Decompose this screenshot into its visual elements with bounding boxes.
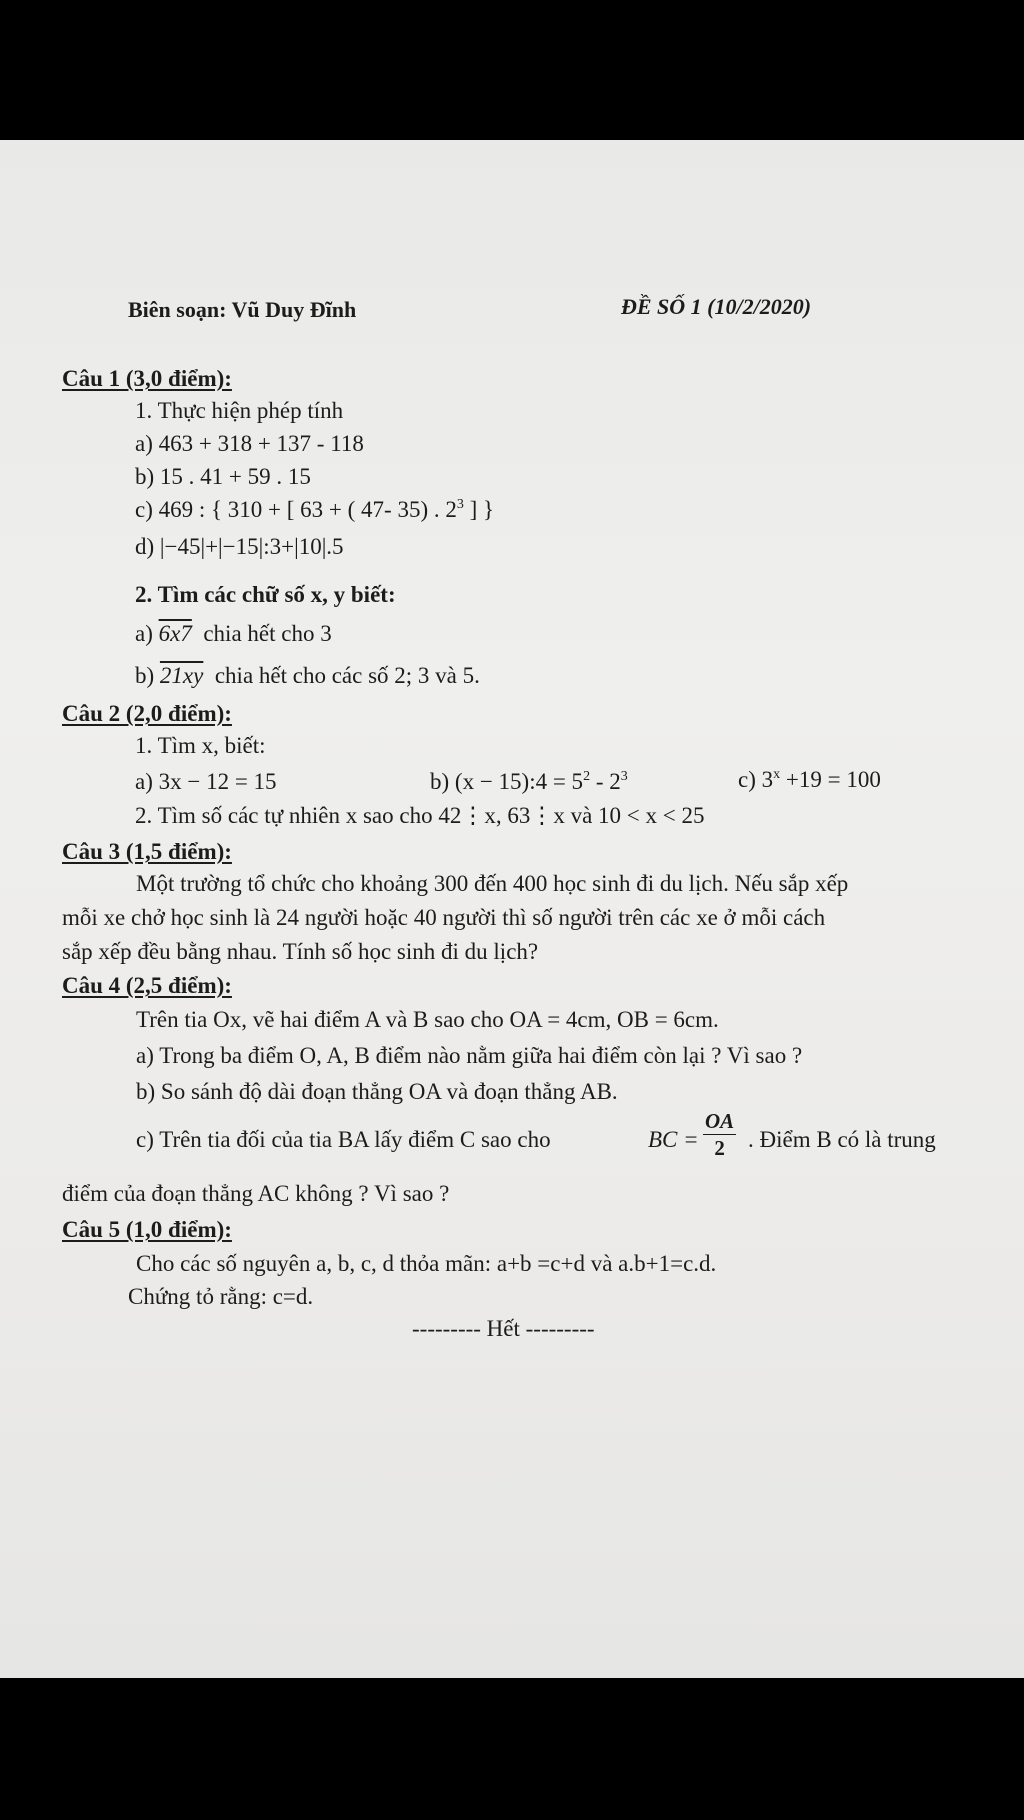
q2-title: Câu 2 (2,0 điểm): [62,701,232,726]
q5-line2: Chứng tỏ rằng: c=d. [128,1284,314,1309]
q4-c-start: c) Trên tia đối của tia BA lấy điểm C sao cho [136,1127,551,1152]
q1-p2a-text: chia hết cho 3 [203,621,332,646]
q2-part1: 1. Tìm x, biết: [135,733,266,758]
q4-line1: Trên tia Ox, vẽ hai điểm A và B sao cho OA = 4cm, OB = 6cm. [136,1007,719,1032]
q4-c-end: . Điểm B có là trung [748,1127,936,1152]
exam-paper [0,140,1024,1678]
q1-p2b-text: chia hết cho các số 2; 3 và 5. [214,663,480,688]
q1-b: b) 15 . 41 + 59 . 15 [135,464,311,489]
q2-c [738,766,881,794]
q4-fraction [703,1108,736,1161]
q1-p2b-label: b) [135,663,155,688]
q1-title: Câu 1 (3,0 điểm): [62,366,232,391]
q3-line3: sắp xếp đều bằng nhau. Tính số học sinh đi du lịch? [62,939,539,964]
q4-fraction-denominator: 2 [714,1136,725,1160]
exam-title: ĐỀ SỐ 1 (10/2/2020) [621,294,812,319]
q2-b-exp1: 2 [583,769,591,784]
q1-c [135,496,494,524]
q1-p2a-number: 6x7 [158,621,192,646]
q3-line2: mỗi xe chở học sinh là 24 người hoặc 40 người thì số người trên các xe ở mỗi cách [62,905,826,930]
q1-c-main: c) 469 : { 310 + [ 63 + ( 47- 35) . 2 [135,497,457,522]
q4-a: a) Trong ba điểm O, A, B điểm nào nằm giữa hai điểm còn lại ? Vì sao ? [136,1043,803,1068]
q5-line1: Cho các số nguyên a, b, c, d thỏa mãn: a+b =c+d và a.b+1=c.d. [136,1251,717,1276]
q1-p2a-label: a) [135,621,153,646]
q1-p2b [135,662,480,690]
q4-c-bc: BC = [648,1127,699,1152]
end-marker: --------- Hết --------- [412,1316,595,1341]
q2-b-exp2: 3 [620,769,628,784]
q2-c-main: c) 3 [738,767,774,792]
q2-c-exp: x [773,767,781,782]
q5-title: Câu 5 (1,0 điểm): [62,1217,232,1242]
q1-p2b-number: 21xy [159,663,204,688]
q1-part2: 2. Tìm các chữ số x, y biết: [135,582,396,607]
q1-d: d) |−45|+|−15|:3+|10|.5 [135,534,344,559]
q4-title: Câu 4 (2,5 điểm): [62,973,232,998]
q3-title: Câu 3 (1,5 điểm): [62,839,232,864]
q1-c-tail: ] } [469,497,495,522]
q2-b-main: b) (x − 15):4 = 5 [430,769,584,794]
q2-a: a) 3x − 12 = 15 [135,769,277,794]
author-line: Biên soạn: Vũ Duy Đĩnh [128,297,357,322]
q2-part2: 2. Tìm số các tự nhiên x sao cho 42⋮x, 63⋮x và 10 < x < 25 [135,803,705,828]
q1-p2a [135,620,332,648]
q1-part1: 1. Thực hiện phép tính [135,398,344,423]
q2-b-mid: - 2 [590,769,621,794]
q4-c-line2: điểm của đoạn thẳng AC không ? Vì sao ? [62,1181,450,1206]
q2-c-tail: +19 = 100 [780,767,881,792]
q1-c-exponent: 3 [456,497,464,512]
q2-b [430,768,628,796]
q4-b: b) So sánh độ dài đoạn thẳng OA và đoạn thẳng AB. [136,1079,618,1104]
q4-fraction-numerator: OA [705,1109,735,1133]
q3-line1: Một trường tổ chức cho khoảng 300 đến 400 học sinh đi du lịch. Nếu sắp xếp [136,871,849,896]
q1-a: a) 463 + 318 + 137 - 118 [135,431,364,456]
